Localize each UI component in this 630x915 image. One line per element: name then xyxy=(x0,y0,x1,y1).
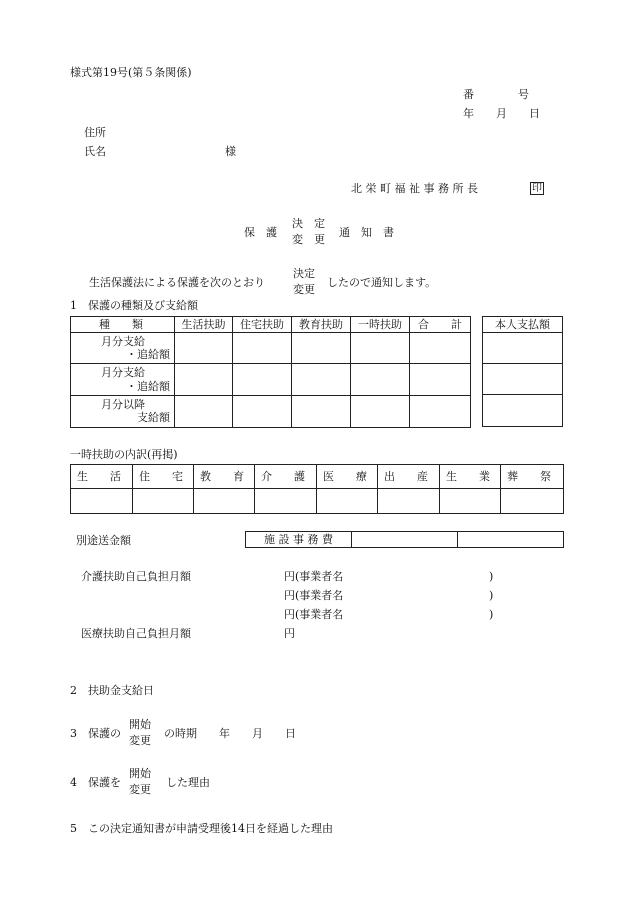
cell-input[interactable] xyxy=(378,489,440,514)
cell-input[interactable] xyxy=(175,333,233,364)
cell-input[interactable] xyxy=(233,395,292,427)
table-row xyxy=(71,489,564,514)
issuer-office: 北 栄 町 福 祉 事 務 所 長 xyxy=(351,182,478,195)
col-header-funeral: 葬 祭 xyxy=(501,465,564,489)
col-header-care: 介 護 xyxy=(255,465,317,489)
intro-after: したので通知します。 xyxy=(327,276,437,289)
cell-input[interactable] xyxy=(255,489,317,514)
temp-aid-table xyxy=(70,464,564,514)
col-header-childbirth: 出 産 xyxy=(378,465,440,489)
section4-prefix: 4 保護を xyxy=(70,776,121,789)
form-id: 様式第19号(第５条関係) xyxy=(70,66,192,79)
section3-option-start: 開始 xyxy=(129,718,151,731)
col-header-medical: 医 療 xyxy=(317,465,378,489)
title-option-stack xyxy=(292,216,325,248)
row-label: 月分以降 支給額 xyxy=(71,395,175,427)
table-row xyxy=(71,333,471,364)
close-paren: ) xyxy=(489,608,494,621)
section3-suffix: の時期 年 月 日 xyxy=(164,727,296,740)
section3-option-change: 変更 xyxy=(129,733,151,747)
facility-fee-label: 施 設 事 務 費 xyxy=(246,532,352,548)
table-row xyxy=(71,395,471,427)
col-header-occupation: 生 業 xyxy=(440,465,501,489)
col-header-total: 合 計 xyxy=(410,317,471,333)
title-option-decide: 決 定 xyxy=(292,217,325,230)
cell-input[interactable] xyxy=(317,489,378,514)
title-option-change: 変 更 xyxy=(292,232,325,246)
care-provider-line: 円(事業者名 xyxy=(284,589,344,602)
cell-input[interactable] xyxy=(292,333,351,364)
cell-input[interactable] xyxy=(133,489,194,514)
medical-burden-unit: 円 xyxy=(284,627,295,640)
title-prefix: 保 護 xyxy=(244,226,277,239)
section1-heading: 1 保護の種類及び支給額 xyxy=(70,299,198,312)
col-header-education: 教 育 xyxy=(194,465,255,489)
intro-option-change: 変更 xyxy=(293,282,315,296)
cell-input[interactable] xyxy=(440,489,501,514)
cell-input[interactable] xyxy=(483,364,563,395)
cell-input[interactable] xyxy=(175,364,233,395)
intro-option-decide: 決定 xyxy=(293,267,315,280)
self-pay-table xyxy=(482,316,563,427)
temp-aid-heading: 一時扶助の内訳(再掲) xyxy=(70,448,178,461)
cell-input[interactable] xyxy=(410,364,471,395)
section4-option-stack xyxy=(129,766,151,798)
cell-input[interactable] xyxy=(175,395,233,427)
cell-input[interactable] xyxy=(458,532,564,548)
care-burden-label: 介護扶助自己負担月額 xyxy=(81,570,191,583)
title-suffix: 通 知 書 xyxy=(339,226,394,239)
cell-input[interactable] xyxy=(233,333,292,364)
temp-aid-header-row xyxy=(71,465,564,489)
cell-input[interactable] xyxy=(194,489,255,514)
cell-input[interactable] xyxy=(351,364,410,395)
facility-fee-table xyxy=(245,531,564,548)
intro-before: 生活保護法による保護を次のとおり xyxy=(89,276,265,289)
cell-input[interactable] xyxy=(501,489,564,514)
row-label: 月分支給 ・追給額 xyxy=(71,364,175,395)
col-header-temporary: 一時扶助 xyxy=(351,317,410,333)
name-label: 氏名 xyxy=(84,145,106,158)
section5-heading: 5 この決定通知書が申請受理後14日を経過した理由 xyxy=(70,822,333,835)
cell-input[interactable] xyxy=(292,364,351,395)
document-number-label: 番 号 xyxy=(463,88,529,101)
section3-option-stack xyxy=(129,717,151,749)
medical-burden-label: 医療扶助自己負担月額 xyxy=(81,627,191,640)
col-header-living: 生活扶助 xyxy=(175,317,233,333)
seal-mark xyxy=(530,181,544,195)
col-header-type: 種 類 xyxy=(71,317,175,333)
col-header-living: 生 活 xyxy=(71,465,133,489)
separate-remittance-label: 別途送金額 xyxy=(76,534,131,547)
section3-prefix: 3 保護の xyxy=(70,727,121,740)
section4-option-change: 変更 xyxy=(129,782,151,796)
honorific: 様 xyxy=(225,145,236,158)
table-row xyxy=(71,364,471,395)
cell-input[interactable] xyxy=(352,532,458,548)
row-label: 月分支給 ・追給額 xyxy=(71,333,175,364)
address-label: 住所 xyxy=(84,126,106,139)
care-provider-line: 円(事業者名 xyxy=(284,608,344,621)
aid-amount-header-row xyxy=(71,317,471,333)
cell-input[interactable] xyxy=(483,395,563,427)
aid-amount-table xyxy=(70,316,471,428)
section4-option-start: 開始 xyxy=(129,767,151,780)
close-paren: ) xyxy=(489,570,494,583)
col-header-housing: 住宅扶助 xyxy=(233,317,292,333)
col-header-education: 教育扶助 xyxy=(292,317,351,333)
intro-option-stack xyxy=(293,266,315,298)
col-header-housing: 住 宅 xyxy=(133,465,194,489)
cell-input[interactable] xyxy=(351,395,410,427)
seal-label: 印 xyxy=(532,183,542,194)
cell-input[interactable] xyxy=(292,395,351,427)
cell-input[interactable] xyxy=(410,395,471,427)
care-provider-line: 円(事業者名 xyxy=(284,570,344,583)
cell-input[interactable] xyxy=(233,364,292,395)
close-paren: ) xyxy=(489,589,494,602)
cell-input[interactable] xyxy=(483,333,563,364)
self-pay-header: 本人支払額 xyxy=(483,317,563,333)
section4-suffix: した理由 xyxy=(166,776,210,789)
cell-input[interactable] xyxy=(71,489,133,514)
cell-input[interactable] xyxy=(410,333,471,364)
cell-input[interactable] xyxy=(351,333,410,364)
section2-heading: 2 扶助金支給日 xyxy=(70,684,154,697)
document-date-label: 年 月 日 xyxy=(463,107,540,120)
